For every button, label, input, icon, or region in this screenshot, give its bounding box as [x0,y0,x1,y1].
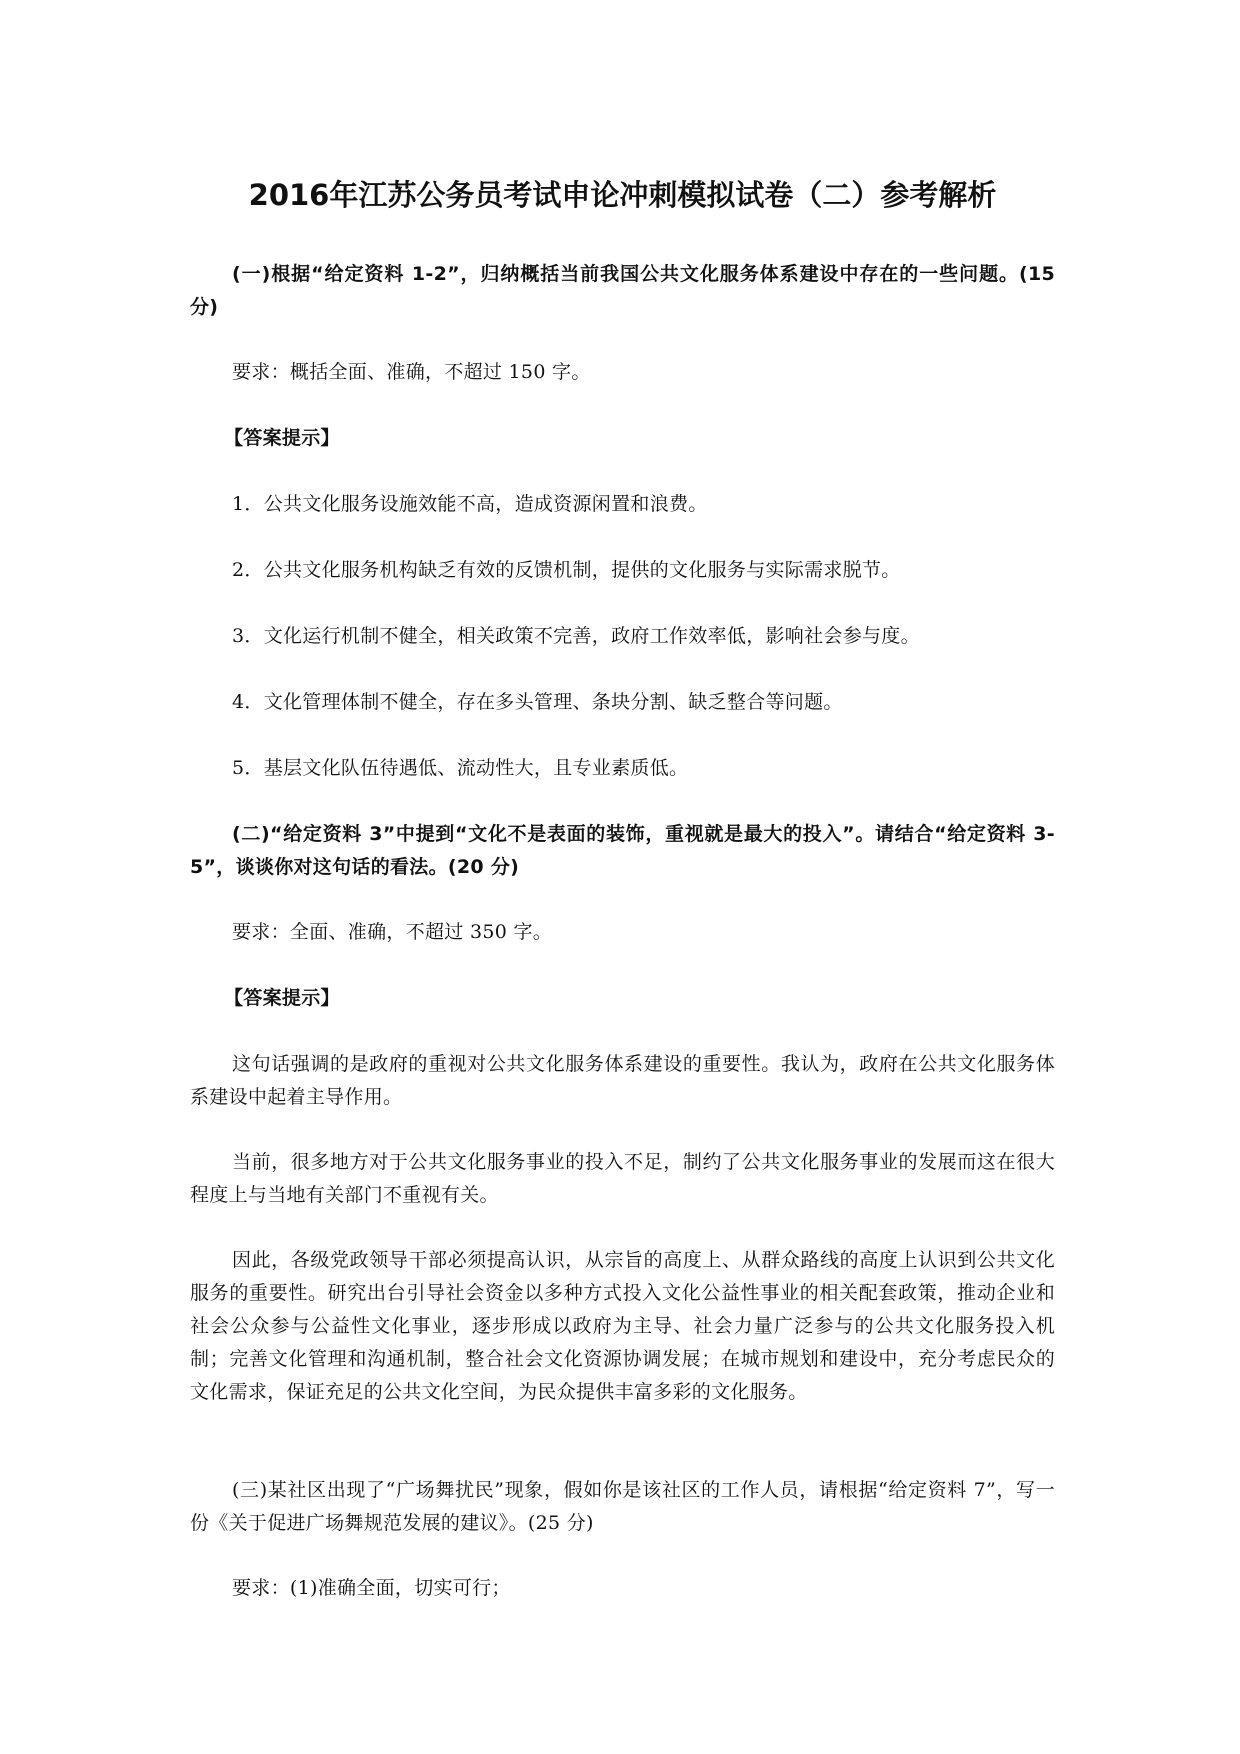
question-1: (一)根据“给定资料 1-2”，归纳概括当前我国公共文化服务体系建设中存在的一些问题。(15 分) [190,263,1055,318]
answer-item-3: 3．文化运行机制不健全，相关政策不完善，政府工作效率低，影响社会参与度。 [232,625,920,647]
question-2-hint-label: 【答案提示】 [224,987,340,1009]
question-1-requirement: 要求：概括全面、准确，不超过 150 字。 [232,361,591,383]
question-2: (二)“给定资料 3”中提到“文化不是表面的装饰，重视就是最大的投入”。请结合“给定资料 3-5”，谈谈你对这句话的看法。(20 分) [190,823,1055,878]
answer-paragraph-1: 这句话强调的是政府的重视对公共文化服务体系建设的重要性。我认为，政府在公共文化服务体系建设中起着主导作用。 [190,1053,1055,1108]
question-3: (三)某社区出现了“广场舞扰民”现象，假如你是该社区的工作人员，请根据“给定资料 7”，写一份《关于促进广场舞规范发展的建议》。(25 分) [190,1479,1055,1534]
answer-paragraph-3: 因此，各级党政领导干部必须提高认识，从宗旨的高度上、从群众路线的高度上认识到公共文化服务的重要性。研究出台引导社会资金以多种方式投入文化公益性事业的相关配套政策，推动企业和社会公众参与公益性文化事业，逐步形成以政府为主导、社会力量广泛参与的公共文化服务投入机制；完善文化管理和沟通机制，整合社会文化资源协调发展；在城市规划和建设中，充分考虑民众的文化需求，保证充足的公共文化空间，为民众提供丰富多彩的文化服务。 [190,1249,1055,1403]
answer-item-5: 5．基层文化队伍待遇低、流动性大，且专业素质低。 [232,757,689,779]
question-2-requirement: 要求：全面、准确，不超过 350 字。 [232,921,553,943]
answer-item-1: 1．公共文化服务设施效能不高，造成资源闲置和浪费。 [232,493,708,515]
answer-paragraph-2: 当前，很多地方对于公共文化服务事业的投入不足，制约了公共文化服务事业的发展而这在很大程度上与当地有关部门不重视有关。 [190,1151,1055,1206]
question-3-requirement: 要求：(1)准确全面，切实可行； [232,1577,511,1599]
answer-item-2: 2．公共文化服务机构缺乏有效的反馈机制，提供的文化服务与实际需求脱节。 [232,559,901,581]
question-1-hint-label: 【答案提示】 [224,427,340,449]
document-title: 2016年江苏公务员考试申论冲刺模拟试卷（二）参考解析 [248,178,997,212]
answer-item-4: 4．文化管理体制不健全，存在多头管理、条块分割、缺乏整合等问题。 [232,691,843,713]
